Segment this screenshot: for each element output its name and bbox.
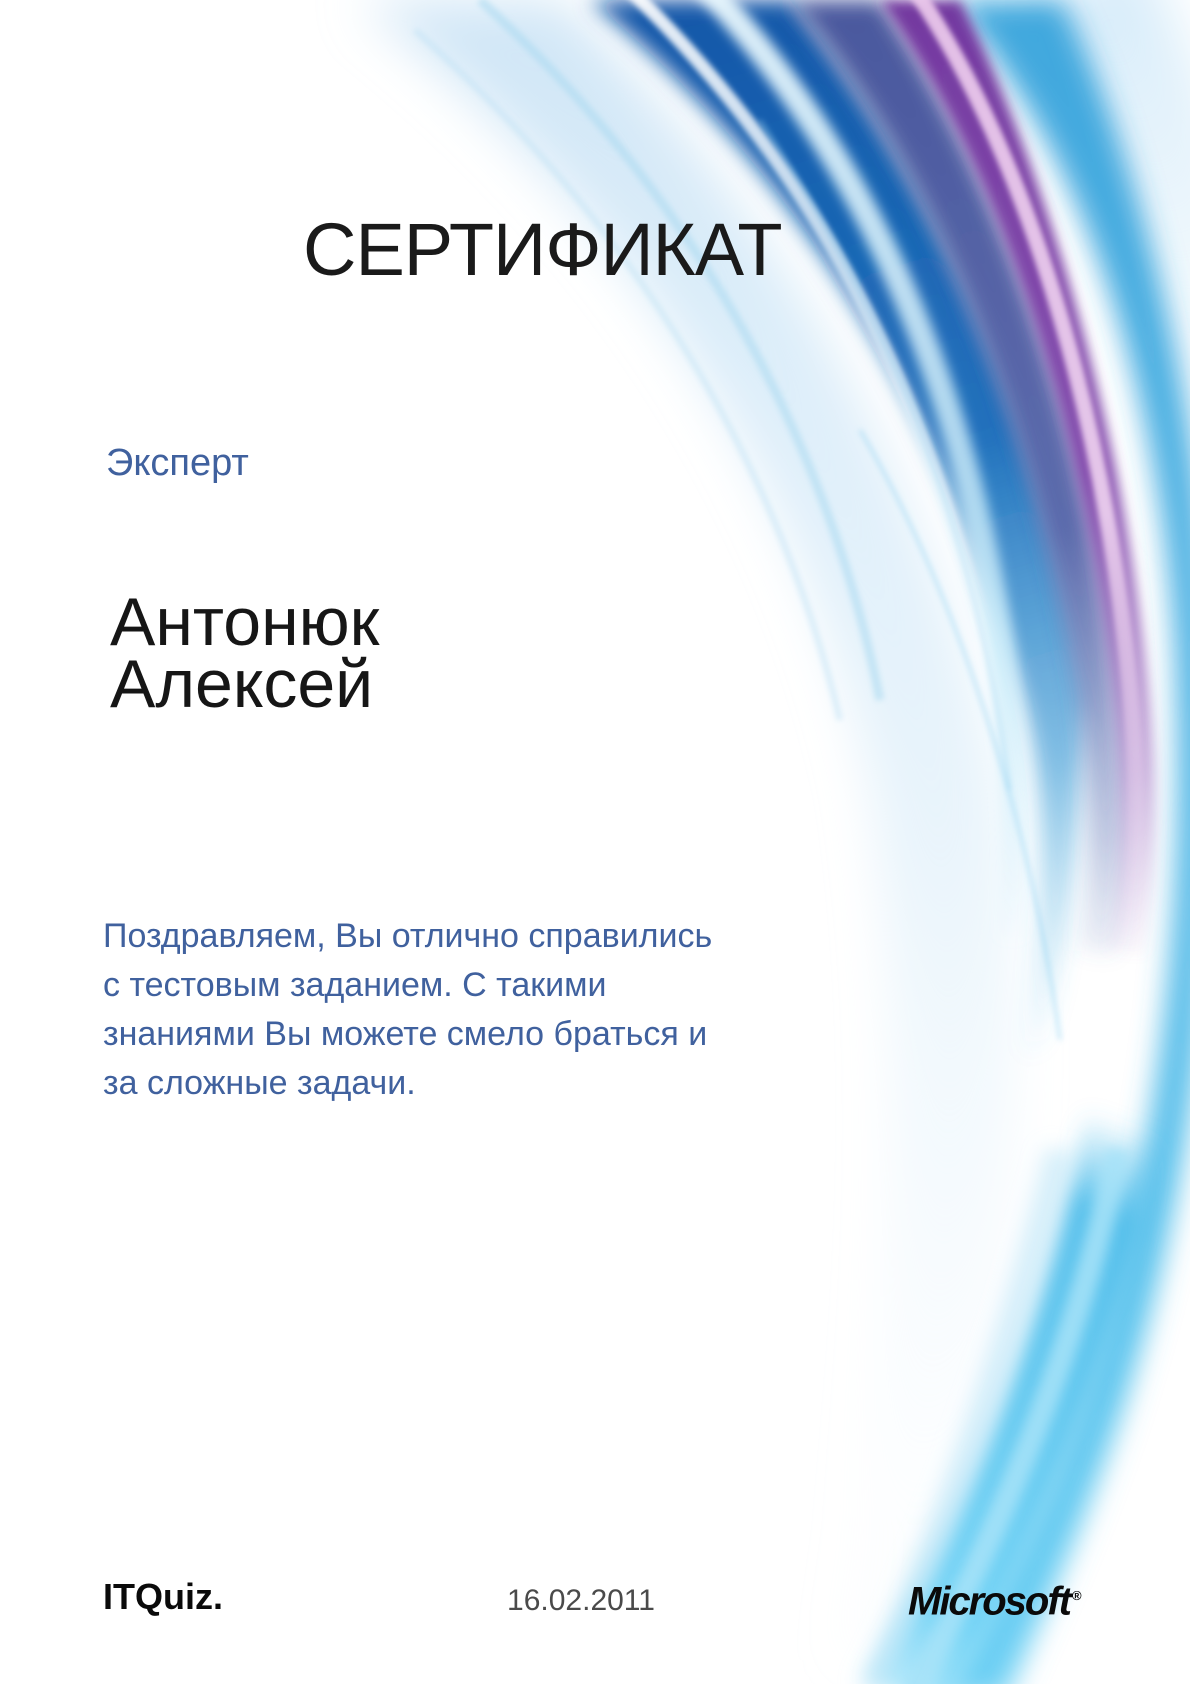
message-line: с тестовым заданием. С такими (103, 966, 607, 1004)
recipient-name (110, 584, 380, 722)
qualification-label: Эксперт (106, 442, 249, 484)
microsoft-logo (908, 1573, 1082, 1624)
certificate-title: СЕРТИФИКАТ (303, 208, 782, 291)
recipient-last-name: Антонюк (110, 584, 380, 660)
itquiz-logo: ITQuiz. (103, 1576, 223, 1617)
message-line: знаниями Вы можете смело браться и (103, 1015, 708, 1053)
congratulation-text (103, 912, 803, 1108)
recipient-first-name: Алексей (110, 646, 374, 722)
issue-date: 16.02.2011 (507, 1584, 655, 1617)
microsoft-logo-text: Microsoft (908, 1579, 1070, 1624)
message-line: за сложные задачи. (103, 1064, 416, 1102)
registered-mark: ® (1072, 1588, 1082, 1603)
message-line: Поздравляем, Вы отлично справились (103, 917, 713, 955)
